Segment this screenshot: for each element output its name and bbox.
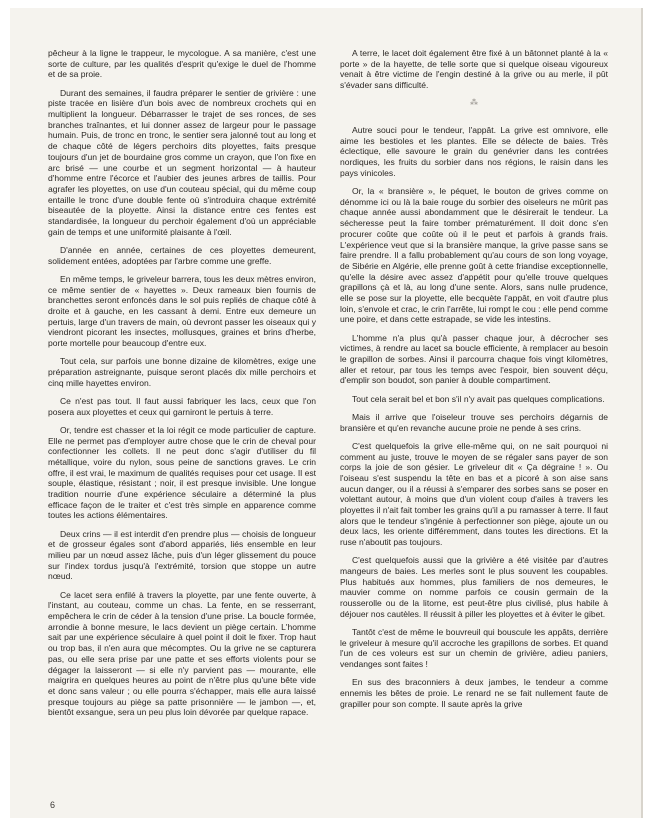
paragraph: Or, tendre est chasser et la loi régit ce mode particulier de capture. Elle ne permet pas d'employer autre chose que le crin de cheval pour confectionner les collets. Il ne peut donc s'agir d'utiliser du fil métallique, voire du nylon, sous peine de sanctions graves. Le crin offre, il est vrai, le maximum de qualités requises pour cet usage. Il est souple, élastique, résistant ; noir, il est presque invisible. Une longue tradition nourrie d'une expérience séculaire a déterminé la plus efficace façon de le traiter et c'est très simple en apparence comme toutes les actions élémentaires. xyxy=(48,424,316,521)
left-text-column xyxy=(48,48,316,726)
paragraph: Tout cela serait bel et bon s'il n'y avait pas quelques complications. xyxy=(352,393,605,404)
section-ornament: ⁂ xyxy=(470,98,478,108)
paragraph: Autre souci pour le tendeur, l'appât. La grive est omnivore, elle aime les bestioles et les plantes. Elle se délecte de baies. Très éclectique, elle savoure le grain du genévrier dans les contrées nordiques, les fruits du sorbier dans nos régions, le raisin dans les pays vinicoles. xyxy=(340,125,608,178)
page-number: 6 xyxy=(50,800,56,810)
paragraph: D'année en année, certaines de ces ployettes demeurent, solidement entées, adoptées par l'arbre comme une greffe. xyxy=(48,244,316,266)
paragraph: C'est quelquefois la grive elle-même qui, on ne sait pourquoi ni comment au juste, trouve le moyen de se régaler sans payer de son corps la joie de son gésier. Le griveleur dit « Ça dégraine ! ». Ou l'oiseau s'est suspendu la tête en bas et a picoré à son aise sans aucun danger, ou il a réussi à s'emparer des sorbes sans se poser en volettant autour, à moins que d'un violent coup d'ailes à travers les ployettes il n'ait fait tomber les grains qu'il a pu ramasser à terre. Il faut alors que le tendeur s'ingénie à perfectionner son piège, ajoute un ou deux lacs, les oriente différemment, dans toutes les directions. Et la ruse n'aboutit pas toujours. xyxy=(340,440,608,548)
paragraph: Deux crins — il est interdit d'en prendre plus — choisis de longueur et de grosseur égales sont d'abord appariés, liés ensemble en leur milieu par un nœud assez lâche, puis d'un léger glissement du pouce sur l'index tordus jusqu'à l'extrémité, torsion que stoppe un autre nœud. xyxy=(48,528,316,582)
paragraph: En sus des braconniers à deux jambes, le tendeur a comme ennemis les bêtes de proie. Le renard ne se fait nullement faute de grapiller pour son compte. Il saute après la grive xyxy=(340,677,608,709)
scanned-page xyxy=(10,8,643,818)
paragraph: L'homme n'a plus qu'à passer chaque jour, à décrocher ses victimes, à rendre au lacet sa boucle efficiente, à remplacer au besoin le grapillon de sorbes. Ainsi il parcourra chaque fois vingt kilomètres, aller et retour, par tous les temps avec l'espoir, bien souvent déçu, d'emplir son boudot, son panier à double compartiment. xyxy=(340,332,608,386)
paragraph: Mais il arrive que l'oiseleur trouve ses perchoirs dégarnis de bransière et qu'en revanche aucune proie ne pende à ses crins. xyxy=(340,411,608,433)
paragraph: En même temps, le griveleur barrera, tous les deux mètres environ, ce même sentier de « hayettes ». Deux rameaux bien fournis de branchettes seront enfoncés dans le sol puis repliés de chaque côté à droite et à gauche, en les cassant à demi. Entre eux demeure un pertuis, large d'un travers de main, où devront passer les oiseaux qui y viendront picorant les insectes, mollusques, graines et brins d'herbe, porte mortelle pour beaucoup d'entre eux. xyxy=(48,273,316,349)
paragraph: Durant des semaines, il faudra préparer le sentier de grivière : une piste tracée en lisière d'un bois avec de nombreux crochets qui en multiplient la longueur. Débarrasser le trajet de ses ronces, de ses branches traînantes, et lui donner assez de largeur pour le passage humain. Puis, de tronc en tronc, le sentier sera jalonné tout au long et de chaque côté de légers perchoirs dits ployettes, faits presque toujours d'un jet de bourdaine gros comme un crayon, que l'on fixe en arc brisé — une courbe et un segment horizontal — à hauteur d'homme entre l'écorce et l'aubier des jeunes arbres de taillis. Pour agrafer les ployettes, on use d'un couteau spécial, qui du même coup entaille le tronc d'une double fente où s'introduira chaque extrémité biseautée de la ployette. Ainsi la distance entre ces fentes est standardisée, la longueur du perchoir également d'où un appréciable gain de temps et une uniformité plaisante à l'œil. xyxy=(48,87,316,237)
paragraph: Ce n'est pas tout. Il faut aussi fabriquer les lacs, ceux que l'on posera aux ployettes et ceux qui garniront le pertuis à terre. xyxy=(48,395,316,417)
paragraph: Ce lacet sera enfilé à travers la ployette, par une fente ouverte, à l'instant, au couteau, comme un chas. La fente, en se resserrant, empêchera le crin de céder à la tension d'une prise. La boucle formée, arrondie à bonne mesure, le lacs devient un piège certain. L'homme sait par une expérience séculaire à quel point il doit le fixer. Trop haut ou trop bas, il n'en aura que mécomptes. Ou la grive ne se capturera pas, ou elle sera prise par une patte et ses efforts violents pour se dégager la laisseront — si elle n'y parvient pas — mourante, elle maigrira en quelques heures au point de n'être plus qu'une bête vide et donc sans valeur ; ou elle pourra s'échapper, mais elle aura laissé presque toujours au piège sa patte prisonnière — le jambon —, et, bientôt exsangue, sera un peu plus loin dévorée par quelque rapace. xyxy=(48,589,316,718)
right-text-column xyxy=(340,48,608,717)
paragraph: pêcheur à la ligne le trappeur, le mycologue. A sa manière, c'est une sorte de culture, par les qualités d'esprit qu'exige le duel de l'homme et de sa proie. xyxy=(48,48,316,80)
paragraph: Or, la « bransière », le péquet, le bouton de grives comme on dénomme ici ou là la baie rouge du sorbier des oiseleurs ne mûrit pas chaque année aussi abondamment que le désirerait le tendeur. La sécheresse peut la faire tomber prématurément. Il doit donc s'en procurer coûte que coûte où il le peut et parfois à grands frais. L'expérience veut que si la bransière manque, la grive passe sans se faire prendre. Il a fallu probablement qu'au cours de son long voyage, de Sibérie en Algérie, elle prenne goût à cette friandise exceptionnelle, qu'elle la désire avec assez d'appétit pour qu'elle trouve quelques grapillons çà et là, au long d'une sente. Alors, sans nulle prudence, elle se pose sur la ployette, elle becquète l'appât, en voit d'autre plus loin, s'envole et crac, le crin l'arrête, lui rompt le cou : elle pend comme une poire, et dans cette estrapade, se vide les intestins. xyxy=(340,186,608,325)
paragraph: Tout cela, sur parfois une bonne dizaine de kilomètres, exige une préparation astreignante, puisque seront placés dix mille perchoirs et cinq mille hayettes environ. xyxy=(48,356,316,388)
paragraph: Tantôt c'est de même le bouvreuil qui bouscule les appâts, derrière le griveleur à mesure qu'il accroche les grapillons de sorbes. Et quand l'un de ces voleurs est sur un chemin de grivière, adieu paniers, vendanges sont faites ! xyxy=(340,627,608,670)
paragraph: C'est quelquefois aussi que la grivière a été visitée par d'autres mangeurs de baies. Les merles sont le plus souvent les coupables. Plus habitués aux hommes, plus familiers de nos demeures, le mauvier comme on nomme parfois ce cousin germain de la rousserolle ou de la litorne, est peut-être plus civilisé, plus habile à déjouer nos cautèles. Il réussit à piller les ployettes et à éviter le gibet. xyxy=(340,555,608,619)
paragraph: A terre, le lacet doit également être fixé à un bâtonnet planté à la « porte » de la hayette, de telle sorte que si quelque oiseau vigoureux venait à être victime de l'engin destiné à la grive ou au merle, il pût s'évader sans difficulté. xyxy=(340,48,608,91)
